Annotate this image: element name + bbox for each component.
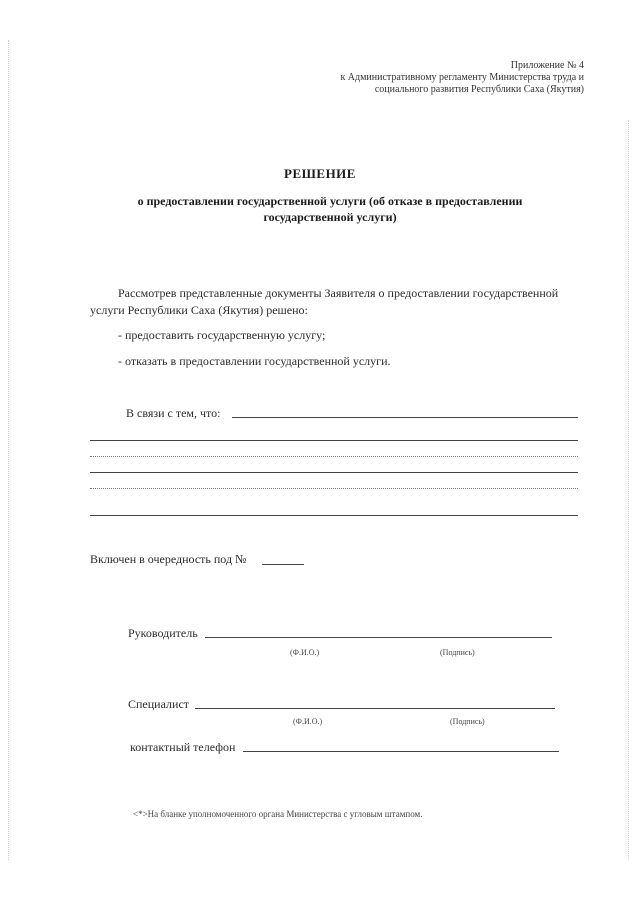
reason-line-3[interactable]	[90, 456, 578, 457]
scan-edge-left	[8, 40, 10, 860]
option-refuse: - отказать в предоставлении государственной услуги.	[118, 354, 391, 368]
reason-line-6[interactable]	[90, 515, 578, 516]
document-subtitle	[110, 193, 550, 225]
phone-label: контактный телефон	[130, 740, 236, 754]
footnote: <*>На бланке уполномоченного органа Министерства с угловым штампом.	[133, 809, 423, 819]
specialist-fio-caption: (Ф.И.О.)	[293, 717, 323, 726]
queue-number-field[interactable]	[262, 564, 304, 565]
specialist-signature-line[interactable]	[195, 708, 555, 709]
decision-text-line-2: услуги Республики Саха (Якутия) решено:	[90, 303, 308, 317]
head-signature-line[interactable]	[205, 637, 552, 638]
reason-label: В связи с тем, что:	[126, 406, 221, 420]
reason-line-1[interactable]	[232, 417, 578, 418]
appendix-number: Приложение № 4	[510, 60, 584, 71]
reason-line-5[interactable]	[90, 488, 578, 489]
document-title: РЕШЕНИЕ	[284, 166, 356, 181]
scan-edge-right	[628, 120, 630, 860]
head-label: Руководитель	[128, 626, 198, 640]
option-grant: - предоставить государственную услугу;	[118, 328, 326, 342]
queue-label: Включен в очередность под №	[90, 552, 247, 566]
specialist-sign-caption: (Подпись)	[450, 717, 485, 726]
decision-text	[90, 285, 588, 319]
appendix-regulation: к Административному регламенту Министерства труда и	[340, 72, 584, 83]
subtitle-line-2: государственной услуги)	[263, 210, 397, 224]
phone-line[interactable]	[243, 751, 559, 752]
reason-line-4[interactable]	[90, 472, 578, 473]
decision-text-line-1: Рассмотрев представленные документы Заявителя о предоставлении государственной	[118, 286, 559, 300]
reason-line-2[interactable]	[90, 440, 578, 441]
head-fio-caption: (Ф.И.О.)	[290, 648, 320, 657]
subtitle-line-1: о предоставлении государственной услуги (об отказе в предоставлении	[137, 194, 523, 208]
appendix-header	[284, 60, 584, 96]
head-sign-caption: (Подпись)	[440, 648, 475, 657]
specialist-label: Специалист	[128, 697, 190, 711]
appendix-ministry: социального развития Республики Саха (Якутия)	[374, 84, 584, 95]
